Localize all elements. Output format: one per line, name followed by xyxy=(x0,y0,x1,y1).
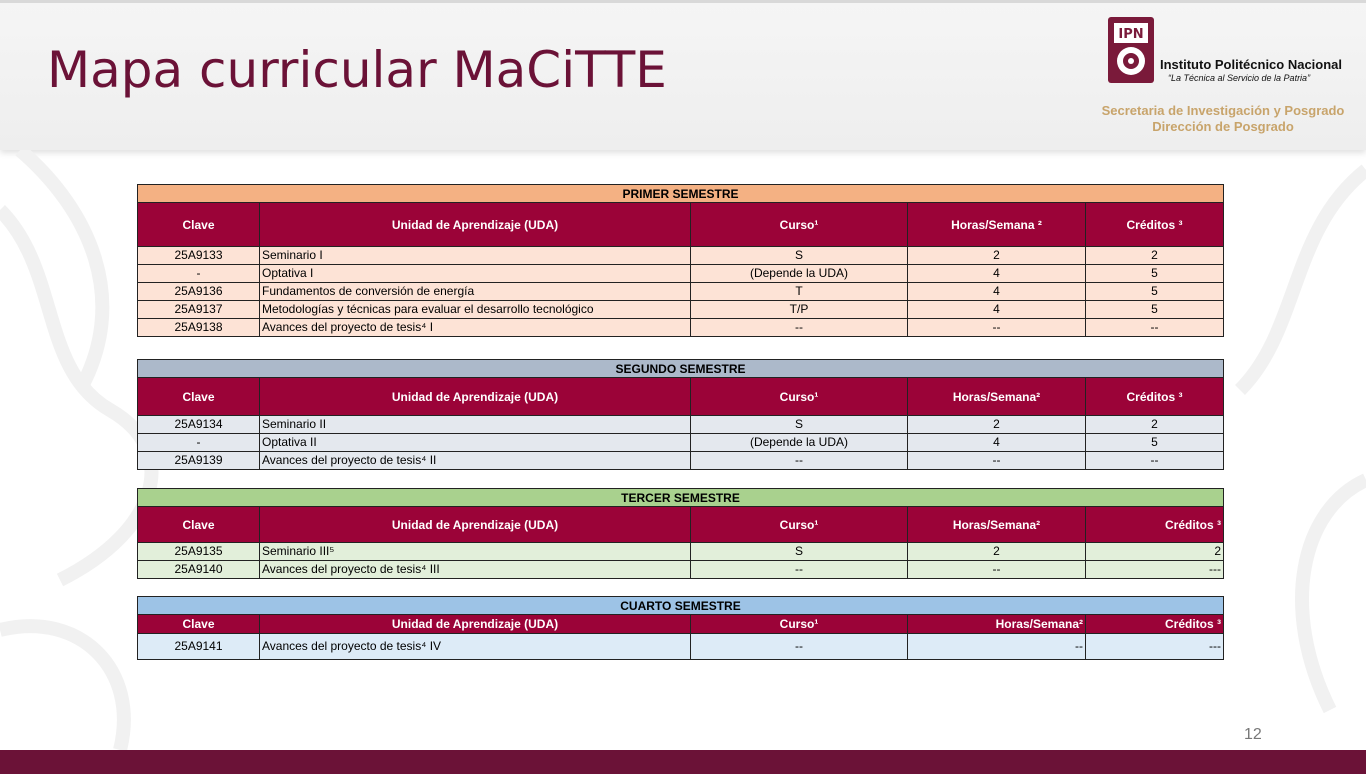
clave-cell: 25A9139 xyxy=(138,452,260,470)
creditos-cell: 5 xyxy=(1086,283,1224,301)
table-row xyxy=(138,634,1224,660)
column-header-horas: Horas/Semana² xyxy=(908,378,1086,416)
uda-cell: Seminario I xyxy=(260,247,691,265)
horas-cell: 2 xyxy=(908,247,1086,265)
uda-cell: Avances del proyecto de tesis⁴ III xyxy=(260,561,691,579)
curso-cell: -- xyxy=(691,634,908,660)
uda-cell: Optativa I xyxy=(260,265,691,283)
horas-cell: 4 xyxy=(908,301,1086,319)
curso-cell: -- xyxy=(691,561,908,579)
column-header-horas: Horas/Semana² xyxy=(908,615,1086,634)
column-header-creditos: Créditos ³ xyxy=(1086,615,1224,634)
direccion-label: Dirección de Posgrado xyxy=(1152,119,1294,134)
creditos-cell: 5 xyxy=(1086,265,1224,283)
slide-title: Mapa curricular MaCiTTE xyxy=(47,41,667,99)
institution-motto: “La Técnica al Servicio de la Patria” xyxy=(1168,73,1311,83)
creditos-cell: -- xyxy=(1086,319,1224,337)
curso-cell: S xyxy=(691,416,908,434)
horas-cell: 4 xyxy=(908,434,1086,452)
creditos-cell: 5 xyxy=(1086,434,1224,452)
semester-title: PRIMER SEMESTRE xyxy=(138,185,1224,203)
table-row xyxy=(138,265,1224,283)
curso-cell: (Depende la UDA) xyxy=(691,434,908,452)
creditos-cell: --- xyxy=(1086,634,1224,660)
horas-cell: -- xyxy=(908,634,1086,660)
table-row xyxy=(138,247,1224,265)
horas-cell: 2 xyxy=(908,543,1086,561)
column-header-clave: Clave xyxy=(138,615,260,634)
table-row xyxy=(138,301,1224,319)
curso-cell: T xyxy=(691,283,908,301)
horas-cell: -- xyxy=(908,319,1086,337)
column-header-curso: Curso¹ xyxy=(691,203,908,247)
column-header-creditos: Créditos ³ xyxy=(1086,203,1224,247)
creditos-cell: 2 xyxy=(1086,543,1224,561)
clave-cell: 25A9138 xyxy=(138,319,260,337)
column-header-uda: Unidad de Aprendizaje (UDA) xyxy=(260,203,691,247)
semester-table-1 xyxy=(137,184,1224,337)
footer-bar xyxy=(0,750,1366,774)
clave-cell: 25A9141 xyxy=(138,634,260,660)
semester-table-3 xyxy=(137,488,1224,579)
clave-cell: 25A9137 xyxy=(138,301,260,319)
column-header-clave: Clave xyxy=(138,507,260,543)
horas-cell: 4 xyxy=(908,265,1086,283)
curso-cell: -- xyxy=(691,452,908,470)
column-header-curso: Curso¹ xyxy=(691,507,908,543)
table-row xyxy=(138,283,1224,301)
semester-title: CUARTO SEMESTRE xyxy=(138,597,1224,615)
clave-cell: 25A9135 xyxy=(138,543,260,561)
column-header-uda: Unidad de Aprendizaje (UDA) xyxy=(260,615,691,634)
ipn-logo-icon xyxy=(1106,15,1156,85)
horas-cell: -- xyxy=(908,561,1086,579)
column-header-creditos: Créditos ³ xyxy=(1086,378,1224,416)
clave-cell: - xyxy=(138,434,260,452)
table-row xyxy=(138,319,1224,337)
table-row xyxy=(138,543,1224,561)
curso-cell: S xyxy=(691,543,908,561)
column-header-clave: Clave xyxy=(138,378,260,416)
column-header-horas: Horas/Semana² xyxy=(908,507,1086,543)
semester-table-2 xyxy=(137,359,1224,470)
uda-cell: Avances del proyecto de tesis⁴ IV xyxy=(260,634,691,660)
table-row xyxy=(138,434,1224,452)
slide-header xyxy=(0,0,1366,150)
table-row xyxy=(138,416,1224,434)
table-row xyxy=(138,452,1224,470)
svg-text:IPN: IPN xyxy=(1118,27,1144,42)
column-header-uda: Unidad de Aprendizaje (UDA) xyxy=(260,507,691,543)
curso-cell: -- xyxy=(691,319,908,337)
creditos-cell: -- xyxy=(1086,452,1224,470)
uda-cell: Metodologías y técnicas para evaluar el desarrollo tecnológico xyxy=(260,301,691,319)
semester-title: SEGUNDO SEMESTRE xyxy=(138,360,1224,378)
creditos-cell: 2 xyxy=(1086,416,1224,434)
clave-cell: 25A9140 xyxy=(138,561,260,579)
column-header-clave: Clave xyxy=(138,203,260,247)
horas-cell: 2 xyxy=(908,416,1086,434)
column-header-curso: Curso¹ xyxy=(691,378,908,416)
creditos-cell: --- xyxy=(1086,561,1224,579)
clave-cell: - xyxy=(138,265,260,283)
clave-cell: 25A9136 xyxy=(138,283,260,301)
curso-cell: S xyxy=(691,247,908,265)
column-header-horas: Horas/Semana ² xyxy=(908,203,1086,247)
uda-cell: Seminario II xyxy=(260,416,691,434)
horas-cell: -- xyxy=(908,452,1086,470)
uda-cell: Optativa II xyxy=(260,434,691,452)
page-number: 12 xyxy=(1244,726,1262,743)
table-row xyxy=(138,561,1224,579)
clave-cell: 25A9134 xyxy=(138,416,260,434)
uda-cell: Avances del proyecto de tesis⁴ II xyxy=(260,452,691,470)
horas-cell: 4 xyxy=(908,283,1086,301)
column-header-creditos: Créditos ³ xyxy=(1086,507,1224,543)
creditos-cell: 5 xyxy=(1086,301,1224,319)
curso-cell: (Depende la UDA) xyxy=(691,265,908,283)
uda-cell: Avances del proyecto de tesis⁴ I xyxy=(260,319,691,337)
semester-title: TERCER SEMESTRE xyxy=(138,489,1224,507)
clave-cell: 25A9133 xyxy=(138,247,260,265)
column-header-curso: Curso¹ xyxy=(691,615,908,634)
curso-cell: T/P xyxy=(691,301,908,319)
uda-cell: Seminario III⁵ xyxy=(260,543,691,561)
institution-name: Instituto Politécnico Nacional xyxy=(1160,57,1343,72)
creditos-cell: 2 xyxy=(1086,247,1224,265)
semester-table-4 xyxy=(137,596,1224,660)
secretaria-label: Secretaria de Investigación y Posgrado xyxy=(1101,103,1345,118)
uda-cell: Fundamentos de conversión de energía xyxy=(260,283,691,301)
column-header-uda: Unidad de Aprendizaje (UDA) xyxy=(260,378,691,416)
